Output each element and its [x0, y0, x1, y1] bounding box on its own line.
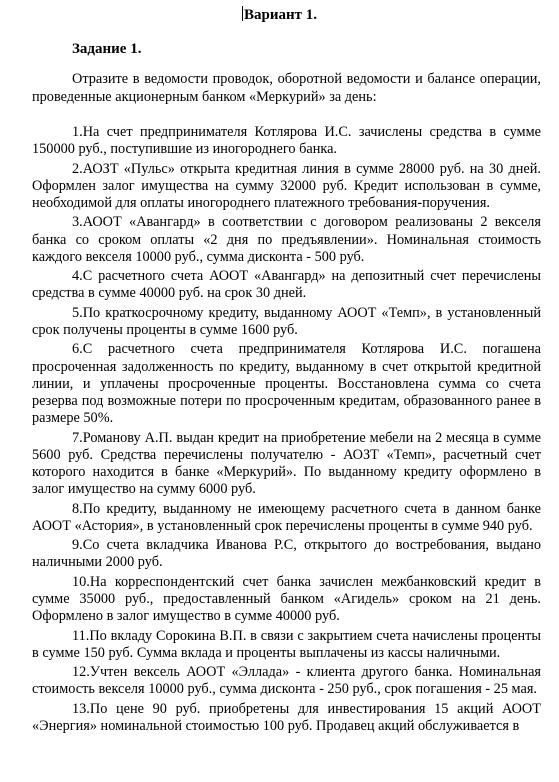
intro-paragraph: Отразите в ведомости проводок, оборотной ведомости и балансе операции, проведенные акционерным банком «Меркурий» за день: — [32, 71, 541, 105]
operations-list — [32, 124, 541, 737]
intro-block — [32, 70, 541, 106]
list-item: 13.По цене 90 руб. приобретены для инвестирования 15 акций АООТ «Энергия» номинальной стоимостью 100 руб. Продавец акций обслуживается в — [32, 700, 541, 734]
list-item: 8.По кредиту, выданному не имеющему расчетного счета в данном банке АООТ «Астория», в установленный срок перечислены проценты в сумме 940 руб. — [32, 500, 541, 534]
list-item: 9.Со счета вкладчика Иванова Р.С, открытого до востребования, выдано наличными 2000 руб. — [32, 537, 541, 571]
list-item: 11.По вкладу Сорокина В.П. в связи с закрытием счета начислены проценты в сумме 150 руб. Сумма вклада и проценты выплачены из кассы наличными. — [32, 627, 541, 661]
list-item: 7.Романову А.П. выдан кредит на приобретение мебели на 2 месяца в сумме 5600 руб. Средства перечислены получателю - АОЗТ «Темп», расчетный счет которого находится в банке «Меркурий». По выданному кредиту оформлено в залог имущество на сумму 6000 руб. — [32, 429, 541, 498]
task-heading: Задание 1. — [72, 41, 142, 57]
text-cursor — [242, 6, 243, 21]
document-title: Вариант 1. — [243, 7, 317, 23]
list-item: 10.На корреспондентский счет банка зачислен межбанковский кредит в сумме 35000 руб., предоставленный банком «Агидель» сроком на 21 день. Оформлено в залог имущество в сумме 40000 руб. — [32, 573, 541, 625]
list-item: 1.На счет предпринимателя Котлярова И.С. зачислены средства в сумме 150000 руб., поступившие из иногороднего банка. — [32, 124, 541, 158]
list-item: 6.С расчетного счета предпринимателя Котлярова И.С. погашена просроченная задолженность по кредиту, выданному в счет открытой кредитной линии, и уплачены просроченные проценты. Восстановлена сумма со счета резерва под возможные потери по просроченным кредитам, образованного ранее в размере 50%. — [32, 341, 541, 427]
list-item: 5.По краткосрочному кредиту, выданному АООТ «Темп», в установленный срок получены проценты в сумме 1600 руб. — [32, 304, 541, 338]
list-item: 3.АООТ «Авангард» в соответствии с договором реализованы 2 векселя банка со сроком оплаты «2 дня по предъявлении». Номинальная стоимость каждого векселя 10000 руб., сумма дисконта - 500 руб. — [32, 214, 541, 265]
list-item: 2.АОЗТ «Пульс» открыта кредитная линия в сумме 28000 руб. на 30 дней. Оформлен залог имущества на сумму 32000 руб. Кредит использован в сумме, необходимой для оплаты иногороднего платежного требования-поручения. — [32, 160, 541, 211]
list-item: 4.С расчетного счета АООТ «Авангард» на депозитный счет перечислены средства в сумме 40000 руб. на срок 30 дней. — [32, 268, 541, 302]
list-item: 12.Учтен вексель АООТ «Эллада» - клиента другого банка. Номинальная стоимость векселя 10000 руб., сумма дисконта - 250 руб., срок погашения - 25 мая. — [32, 664, 541, 698]
